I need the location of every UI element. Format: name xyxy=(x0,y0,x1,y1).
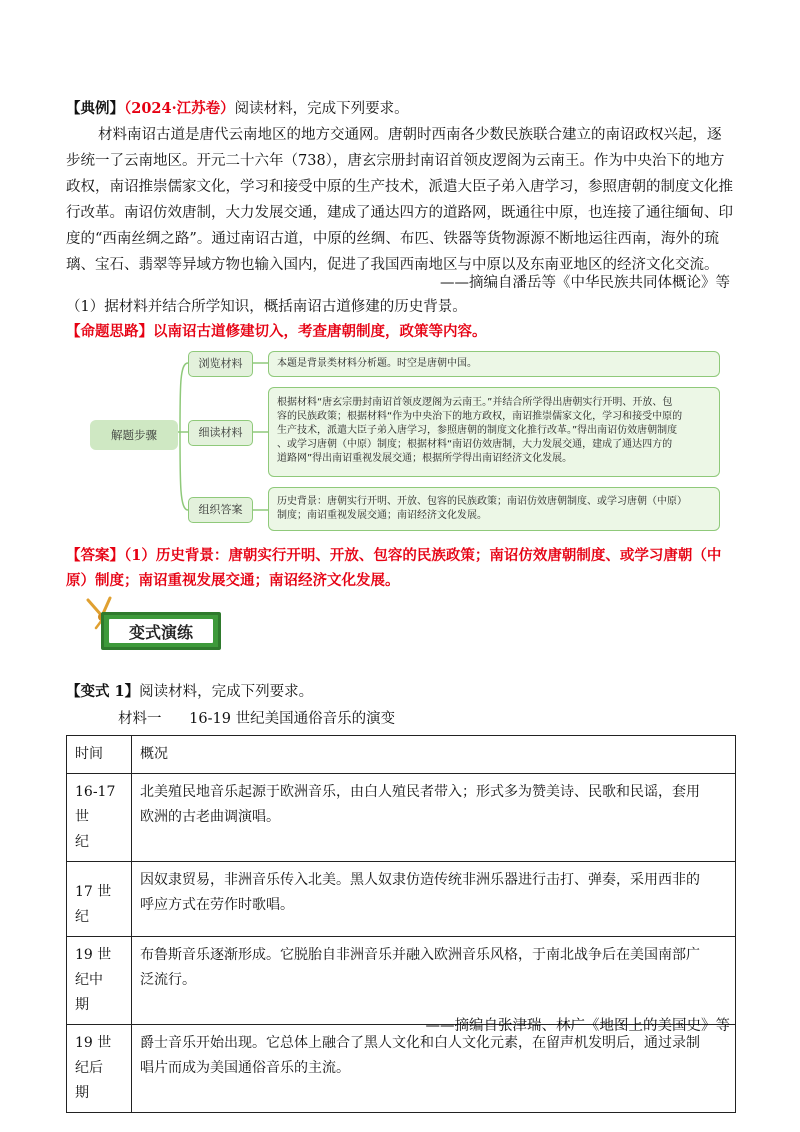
mindmap-text-line: 、或学习唐朝（中原）制度；根据材料“南诏仿效唐制，大力发展交通，建成了通达四方的 xyxy=(277,439,673,450)
example-citation: ——摘编自潘岳等《中华民族共同体概论》等 xyxy=(440,275,730,291)
mindmap-text-line: 历史背景：唐朝实行开明、开放、包容的民族政策；南诏仿效唐朝制度、或学习唐朝（中原） xyxy=(277,496,687,507)
mindmap-text-line: 本题是背景类材料分析题。时空是唐朝中国。 xyxy=(277,358,477,369)
material-line: 璃、宝石、翡翠等异域方物也输入国内，促进了我国西南地区与中原以及东南亚地区的经济文化交流。 xyxy=(66,257,719,273)
table-cell-time: 19 世纪后 xyxy=(75,1035,112,1076)
variant-instruction: 阅读材料，完成下列要求。 xyxy=(139,684,314,700)
material-line: 材料南诏古道是唐代云南地区的地方交通网。唐朝时西南各少数民族联合建立的南诏政权兴起，逐 xyxy=(98,127,722,143)
example-question: （1）据材料并结合所学知识，概括南诏古道修建的历史背景。 xyxy=(66,299,467,315)
table-cell-desc: 布鲁斯音乐逐渐形成。它脱胎自非洲音乐并融入欧洲音乐风格，于南北战争后在美国南部广 xyxy=(140,947,700,963)
variant-material-title: 材料一 16-19 世纪美国通俗音乐的演变 xyxy=(118,711,396,727)
mindmap-text-line: 根据材料“唐玄宗册封南诏首领皮逻阁为云南王。”并结合所学得出唐朝实行开明、开放、包 xyxy=(277,397,673,408)
table-row xyxy=(67,1025,736,1113)
mindmap-root: 解题步骤 xyxy=(90,420,178,450)
table-header-time: 时间 xyxy=(75,746,103,762)
table-row xyxy=(67,862,736,937)
variant-citation: ——摘编自张津瑞、林广《地图上的美国史》等 xyxy=(425,1018,730,1034)
table-header-overview: 概况 xyxy=(140,746,168,762)
material-line: 政权，南诏推崇儒家文化，学习和接受中原的生产技术，派遣大臣子弟入唐学习，参照唐朝的制度文化推 xyxy=(66,179,733,195)
example-tag: 【典例】 xyxy=(66,100,124,117)
answer-line: 【答案】（1）历史背景：唐朝实行开明、开放、包容的民族政策；南诏仿效唐朝制度、或学习唐朝（中 xyxy=(66,547,722,564)
thinking-note: 【命题思路】以南诏古道修建切入，考查唐朝制度，政策等内容。 xyxy=(66,323,487,340)
section-badge xyxy=(101,612,221,650)
table-cell-time: 17 世纪 xyxy=(75,884,112,925)
mindmap-text-line: 制度；南诏重视发展交通；南诏经济文化发展。 xyxy=(277,510,487,521)
table-cell-desc: 欧洲的古老曲调演唱。 xyxy=(140,809,280,825)
material-line: 度的“西南丝绸之路”。通过南诏古道，中原的丝绸、布匹、铁器等货物源源不断地运往西南，海外的琉 xyxy=(66,231,719,247)
music-evolution-table xyxy=(66,735,736,1113)
example-instruction: 阅读材料，完成下列要求。 xyxy=(234,101,409,117)
table-cell-time: 期 xyxy=(75,1085,89,1101)
mindmap-step-browse: 浏览材料 xyxy=(188,351,253,377)
table-cell-desc: 唱片而成为美国通俗音乐的主流。 xyxy=(140,1060,350,1076)
table-row xyxy=(67,937,736,1025)
mindmap-text-line: 道路网”得出南诏重视发展交通；根据所学得出南诏经济文化发展。 xyxy=(277,453,573,464)
mindmap-step-read: 细读材料 xyxy=(188,420,253,446)
table-cell-time: 19 世纪中 xyxy=(75,947,112,988)
table-cell-desc: 北美殖民地音乐起源于欧洲音乐，由白人殖民者带入；形式多为赞美诗、民歌和民谣，套用 xyxy=(140,784,700,800)
mindmap-step-organize: 组织答案 xyxy=(188,497,253,523)
example-header xyxy=(66,99,409,119)
variant-header xyxy=(66,682,313,702)
mindmap-text-line: 容的民族政策；根据材料“作为中央治下的地方政权，南诏推崇儒家文化，学习和接受中原的 xyxy=(277,411,683,422)
mindmap-content-read xyxy=(268,387,720,477)
table-cell-desc: 因奴隶贸易，非洲音乐传入北美。黑人奴隶仿造传统非洲乐器进行击打、弹奏，采用西非的 xyxy=(140,872,700,888)
table-cell-time: 期 xyxy=(75,997,89,1013)
table-cell-time: 纪 xyxy=(75,834,89,850)
table-cell-time: 16-17 世 xyxy=(75,784,116,825)
table-header-row xyxy=(67,736,736,774)
table-cell-desc: 爵士音乐开始出现。它总体上融合了黑人文化和白人文化元素，在留声机发明后，通过录制 xyxy=(140,1035,700,1051)
table-cell-desc: 泛流行。 xyxy=(140,972,196,988)
material-line: 步统一了云南地区。开元二十六年（738），唐玄宗册封南诏首领皮逻阁为云南王。作为中央治下的地方 xyxy=(66,153,725,169)
material-line: 行改革。南诏仿效唐制，大力发展交通，建成了通达四方的道路网，既通往中原，也连接了通往缅甸、印 xyxy=(66,205,733,221)
mindmap-content-browse xyxy=(268,351,720,377)
section-badge-label: 变式演练 xyxy=(109,619,213,643)
variant-tag: 【变式 1】 xyxy=(66,683,140,700)
mindmap-text-line: 生产技术，派遣大臣子弟入唐学习，参照唐朝的制度文化推行改革。”得出南诏仿效唐朝制度 xyxy=(277,425,678,436)
table-cell-desc: 呼应方式在劳作时歌唱。 xyxy=(140,897,294,913)
table-row xyxy=(67,774,736,862)
example-source: （2024·江苏卷） xyxy=(124,100,235,117)
mindmap-content-organize xyxy=(268,487,720,531)
answer-line: 原）制度；南诏重视发展交通；南诏经济文化发展。 xyxy=(66,572,400,589)
